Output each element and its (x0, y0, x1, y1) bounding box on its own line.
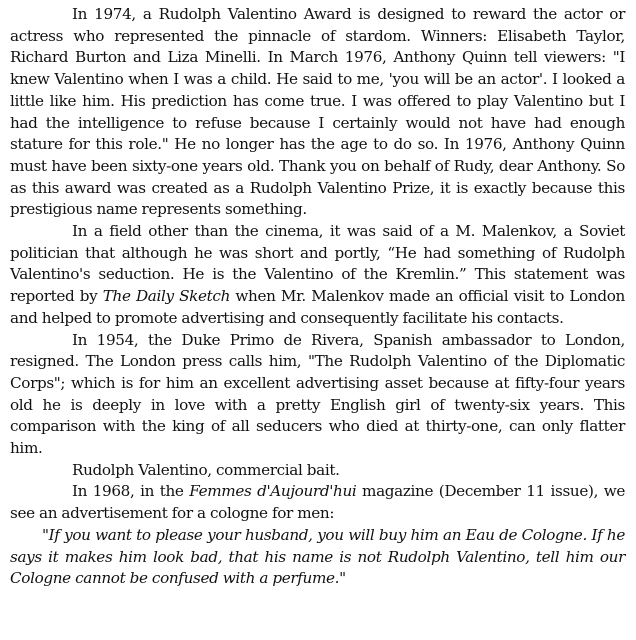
paragraph-valentino-award (10, 4, 625, 221)
paragraph-commercial-bait (10, 460, 625, 482)
paragraph-text: In 1974, a Rudolph Valentino Award is designed to reward the actor or actress who represented the pinnacle of stardom. Winners: Elisabeth Taylor, Richard Burton and Liza Minelli. In March 1976, Anthony Quinn tell viewers: "I knew Valentino when I was a child. He said to me, 'you will be an actor'. I looked a little like him. His prediction has come true. I was offered to play Valentino but I had the intelligence to refuse because I certainly would not have had enough stature for this role." He no longer has the age to do so. In 1976, Anthony Quinn must have been sixty-one years old. Thank you on behalf of Rudy, dear Anthony. So as this award was created as a Rudolph Valentino Prize, it is exactly because this prestigious name represents something. (10, 5, 625, 219)
paragraph-malenkov (10, 221, 625, 330)
paragraph-text: Rudolph Valentino, commercial bait. (72, 460, 340, 479)
paragraph-advertisement-quote (10, 525, 625, 590)
paragraph-text: In 1968, in the (72, 482, 190, 501)
paragraph-text: In 1954, the Duke Primo de Rivera, Spanish ambassador to London, resigned. The London press calls him, "The Rudolph Valentino of the Diplomatic Corps"; which is for him an excellent advertising asset because at fifty-four years old he is deeply in love with a pretty English girl of twenty-six years. This comparison with the king of all seducers who died at thirty-one, can only flatter him. (10, 330, 625, 458)
paragraph-text: magazine (December 11 issue), we see an advertisement for a cologne for men: (10, 482, 626, 523)
paragraph-text: when Mr. Malenkov made an official visit to London and helped to promote advertising and consequently facilitate his contacts. (10, 287, 625, 327)
magazine-title: Femmes d'Aujourd'hui (189, 482, 357, 501)
paragraph-primo-de-rivera (10, 330, 625, 460)
paragraph-magazine (10, 481, 625, 524)
quote-text: "If you want to please your husband, you will buy him an Eau de Cologne. If he says it makes him look bad, that his name is not Rudolph Valentino, tell him our Cologne cannot be confused with a perfume." (10, 525, 625, 588)
paragraph-text: In a field other than the cinema, it was said of a M. Malenkov, a Soviet politician that although he was short and portly, “He had something of Rudolph Valentino's seduction. He is the Valentino of the Kremlin.” This statement was reported by (10, 222, 625, 306)
publication-title: The Daily Sketch (102, 287, 231, 306)
